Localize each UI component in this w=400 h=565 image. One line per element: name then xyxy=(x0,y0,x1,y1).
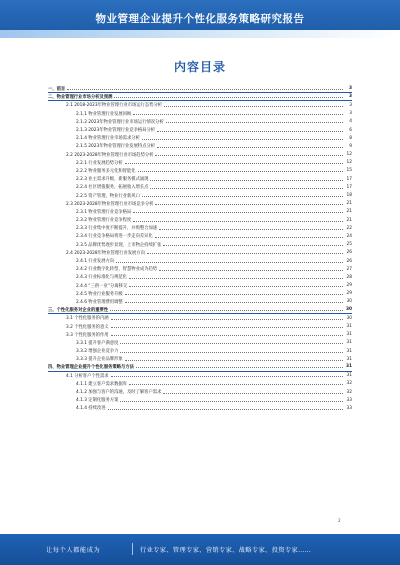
toc-entry-page: 31 xyxy=(346,348,352,354)
toc-leader-dots xyxy=(133,212,343,213)
toc-entry-label: 3.3.3 提升企业品牌形象 xyxy=(48,356,124,362)
toc-leader-dots xyxy=(157,147,343,148)
toc-entry-label: 4.1.3 定制化服务方案 xyxy=(48,397,119,403)
toc-entry-page: 3 xyxy=(349,86,352,92)
toc-leader-dots xyxy=(129,286,343,287)
toc-entry-page: 28 xyxy=(346,274,352,280)
toc-entry-label: 2.1.3 2023年物业管理行业竞争格局分析 xyxy=(48,127,156,133)
toc-entry-label: 2.2.5 资产管理，物业行业新风口 xyxy=(48,193,141,199)
toc-leader-dots xyxy=(159,229,343,230)
toc-leader-dots xyxy=(120,401,343,402)
toc-entry-label: 2.4.2 行业数字化转型，智慧物业成为趋势 xyxy=(48,266,158,272)
toc-entry[interactable] xyxy=(48,134,352,142)
toc-entry-page: 31 xyxy=(346,356,352,362)
toc-entry[interactable] xyxy=(48,126,352,134)
toc-entry-page: 21 xyxy=(346,209,352,215)
toc-entry-page: 30 xyxy=(346,307,352,313)
toc-entry-page: 26 xyxy=(346,258,352,264)
toc-leader-dots xyxy=(133,114,343,115)
toc-entry[interactable] xyxy=(48,372,352,380)
toc-entry[interactable] xyxy=(48,216,352,224)
toc-entry[interactable] xyxy=(48,224,352,232)
toc-entry[interactable] xyxy=(48,331,352,339)
toc-entry-label: 4.1 分析客户个性需求 xyxy=(48,373,110,379)
toc-entry[interactable] xyxy=(48,208,352,216)
toc-entry-label: 三、个性化服务对企业的重要性 xyxy=(48,307,109,313)
toc-leader-dots xyxy=(108,409,344,410)
header-stripe xyxy=(0,30,400,38)
toc-entry[interactable] xyxy=(48,85,352,93)
toc-leader-dots xyxy=(142,139,343,140)
toc-entry-page: 31 xyxy=(346,340,352,346)
toc-entry[interactable] xyxy=(48,380,352,388)
toc-entry-label: 3.3.2 增强企业竞争力 xyxy=(48,348,119,354)
toc-entry-page: 31 xyxy=(346,364,352,370)
toc-entry-page: 33 xyxy=(346,405,352,411)
table-of-contents xyxy=(48,85,352,413)
toc-entry[interactable] xyxy=(48,159,352,167)
toc-entry-page: 31 xyxy=(346,373,352,379)
header-banner xyxy=(0,0,400,38)
toc-entry[interactable] xyxy=(48,306,352,314)
toc-entry[interactable] xyxy=(48,232,352,240)
toc-entry-label: 2.1 2018-2023年物业管理行业市场运行态势分析 xyxy=(48,102,163,108)
footer-slogan-right: 行业专家、管理专家、营销专家、战略专家、投资专家…… xyxy=(140,547,312,554)
toc-leader-dots xyxy=(111,335,343,336)
toc-entry[interactable] xyxy=(48,191,352,199)
toc-leader-dots xyxy=(136,367,343,368)
toc-entry[interactable] xyxy=(48,101,352,109)
toc-entry-page: 21 xyxy=(346,201,352,207)
toc-leader-dots xyxy=(129,278,343,279)
toc-entry-label: 2.4.3 行业标准化与规范化 xyxy=(48,274,128,280)
toc-entry-label: 3.2 个性化服务的意义 xyxy=(48,324,110,330)
toc-entry-page: 8 xyxy=(349,135,352,141)
toc-entry[interactable] xyxy=(48,265,352,273)
toc-entry-page: 24 xyxy=(346,233,352,239)
toc-entry-page: 17 xyxy=(346,176,352,182)
footer-banner xyxy=(0,534,400,565)
toc-leader-dots xyxy=(133,221,343,222)
toc-entry[interactable] xyxy=(48,290,352,298)
toc-entry-label: 2.2.2 物业服务多元化和智能化 xyxy=(48,168,137,174)
toc-entry-page: 29 xyxy=(346,283,352,289)
toc-entry[interactable] xyxy=(48,142,352,150)
toc-entry[interactable] xyxy=(48,183,352,191)
toc-entry[interactable] xyxy=(48,298,352,306)
toc-entry-label: 2.1.5 2023年物业管理行业发展特点分析 xyxy=(48,143,156,149)
toc-leader-dots xyxy=(155,237,343,238)
toc-entry-label: 3.3.1 提升客户满意度 xyxy=(48,340,119,346)
toc-entry-page: 15 xyxy=(346,168,352,174)
toc-entry-label: 四、物业管理企业提升个性化服务策略与方法 xyxy=(48,364,134,370)
toc-entry-label: 2.2.3 业主需求升级，新服务模式涌现 xyxy=(48,176,149,182)
toc-entry-page: 18 xyxy=(346,193,352,199)
toc-entry-page: 31 xyxy=(346,324,352,330)
toc-entry[interactable] xyxy=(48,322,352,330)
toc-entry[interactable] xyxy=(48,355,352,363)
toc-leader-dots xyxy=(125,163,343,164)
toc-leader-dots xyxy=(159,270,343,271)
toc-entry[interactable] xyxy=(48,396,352,404)
toc-entry-label: 一、前言 xyxy=(48,86,66,92)
toc-entry-label: 2.1.1 物业管理行业发展回顾 xyxy=(48,111,132,117)
toc-entry-page: 25 xyxy=(346,242,352,248)
toc-leader-dots xyxy=(129,384,343,385)
toc-entry[interactable] xyxy=(48,110,352,118)
toc-entry-page: 30 xyxy=(346,299,352,305)
toc-entry[interactable] xyxy=(48,339,352,347)
toc-leader-dots xyxy=(111,376,343,377)
toc-entry-label: 2.4.5 物业行业服务升级 xyxy=(48,291,124,297)
toc-entry[interactable] xyxy=(48,241,352,249)
toc-entry-label: 4.1.2 加强与客户的沟通，及时了解客户需求 xyxy=(48,389,162,395)
toc-leader-dots xyxy=(120,352,343,353)
toc-entry-label: 2.4.4 “三供一业”分离移交 xyxy=(48,283,128,289)
toc-leader-dots xyxy=(125,302,343,303)
toc-leader-dots xyxy=(111,327,343,328)
toc-leader-dots xyxy=(114,97,343,98)
toc-entry-page: 12 xyxy=(346,152,352,158)
toc-leader-dots xyxy=(147,253,343,254)
toc-entry-label: 2.3 2023-2028年物业管理行业市场竞争分析 xyxy=(48,201,154,207)
toc-leader-dots xyxy=(150,188,343,189)
toc-entry-label: 2.2.4 社区增值服务，拓展收入增长点 xyxy=(48,184,149,190)
toc-entry-label: 2.2 2023-2028年物业管理行业市场趋势分析 xyxy=(48,152,154,158)
toc-entry[interactable] xyxy=(48,388,352,396)
toc-leader-dots xyxy=(166,122,343,123)
toc-entry-page: 12 xyxy=(346,160,352,166)
toc-leader-dots xyxy=(164,106,343,107)
toc-entry[interactable] xyxy=(48,249,352,257)
footer-divider xyxy=(132,543,133,555)
toc-entry[interactable] xyxy=(48,273,352,281)
toc-entry-page: 30 xyxy=(346,315,352,321)
toc-entry-page: 26 xyxy=(346,250,352,256)
toc-leader-dots xyxy=(150,180,343,181)
toc-entry[interactable] xyxy=(48,167,352,175)
page-number: 2 xyxy=(338,518,341,523)
toc-leader-dots xyxy=(67,89,343,90)
toc-entry[interactable] xyxy=(48,93,352,101)
toc-entry-label: 2.1.4 物业管理行业市场需求分析 xyxy=(48,135,141,141)
toc-entry-page: 3 xyxy=(349,102,352,108)
toc-leader-dots xyxy=(155,204,343,205)
toc-leader-dots xyxy=(120,343,343,344)
toc-entry-label: 2.2.1 行业发展趋势分析 xyxy=(48,160,124,166)
toc-entry-page: 21 xyxy=(346,217,352,223)
footer-slogan-left: 让每个人都能成为 xyxy=(46,547,101,554)
toc-entry-label: 2.4 2023-2028年物业管理行业发展方向 xyxy=(48,250,146,256)
toc-entry-label: 3.3 个性化服务的作用 xyxy=(48,332,110,338)
toc-entry-label: 2.3.1 物业管理行业竞争格局 xyxy=(48,209,132,215)
toc-entry-page: 3 xyxy=(349,94,352,100)
toc-leader-dots xyxy=(138,171,343,172)
toc-entry[interactable] xyxy=(48,200,352,208)
toc-leader-dots xyxy=(142,196,343,197)
toc-leader-dots xyxy=(111,319,343,320)
toc-leader-dots xyxy=(125,360,343,361)
toc-entry[interactable] xyxy=(48,257,352,265)
toc-entry-label: 4.1.1 建立客户需求数据库 xyxy=(48,381,128,387)
toc-entry-page: 32 xyxy=(346,389,352,395)
toc-entry-label: 2.1.2 2023年物业管理行业市场运行情况分析 xyxy=(48,119,165,125)
toc-entry-label: 2.3.5 品牌优势逐步显现，上市物企持续扩张 xyxy=(48,242,162,248)
toc-entry[interactable] xyxy=(48,151,352,159)
toc-heading: 内容目录 xyxy=(173,60,226,74)
toc-entry[interactable] xyxy=(48,282,352,290)
toc-entry[interactable] xyxy=(48,118,352,126)
report-title: 物业管理企业提升个性化服务策略研究报告 xyxy=(95,13,305,25)
toc-entry-page: 4 xyxy=(349,119,352,125)
toc-entry[interactable] xyxy=(48,363,352,371)
toc-entry-page: 27 xyxy=(346,266,352,272)
toc-entry-page: 3 xyxy=(349,111,352,117)
toc-entry-label: 3.1 个性化服务的内涵 xyxy=(48,315,110,321)
toc-entry-label: 4.1.4 持续改进 xyxy=(48,405,107,411)
toc-entry-page: 31 xyxy=(346,332,352,338)
toc-entry-label: 2.3.3 行业集中度不断提升，并购整合加速 xyxy=(48,225,158,231)
toc-entry[interactable] xyxy=(48,404,352,412)
toc-entry-label: 2.3.2 物业管理行业竞争程度 xyxy=(48,217,132,223)
toc-entry-label: 二、物业管理行业市场分析及预测 xyxy=(48,94,113,100)
toc-entry-page: 17 xyxy=(346,184,352,190)
toc-leader-dots xyxy=(110,310,343,311)
toc-leader-dots xyxy=(157,131,343,132)
toc-leader-dots xyxy=(155,155,343,156)
toc-entry-label: 2.3.4 行业竞争格局将进一步走向差异化 xyxy=(48,233,154,239)
toc-leader-dots xyxy=(163,393,343,394)
toc-leader-dots xyxy=(125,294,343,295)
toc-entry-page: 29 xyxy=(346,291,352,297)
toc-entry-page: 22 xyxy=(346,225,352,231)
toc-entry-page: 9 xyxy=(349,143,352,149)
toc-entry-page: 32 xyxy=(346,381,352,387)
toc-entry[interactable] xyxy=(48,175,352,183)
toc-leader-dots xyxy=(116,262,343,263)
toc-entry-page: 33 xyxy=(346,397,352,403)
toc-entry-page: 6 xyxy=(349,127,352,133)
toc-leader-dots xyxy=(163,245,343,246)
toc-entry-label: 2.4.6 物业管理费用调整 xyxy=(48,299,124,305)
toc-entry[interactable] xyxy=(48,347,352,355)
toc-entry[interactable] xyxy=(48,314,352,322)
toc-entry-label: 2.4.1 行业发展方向 xyxy=(48,258,115,264)
